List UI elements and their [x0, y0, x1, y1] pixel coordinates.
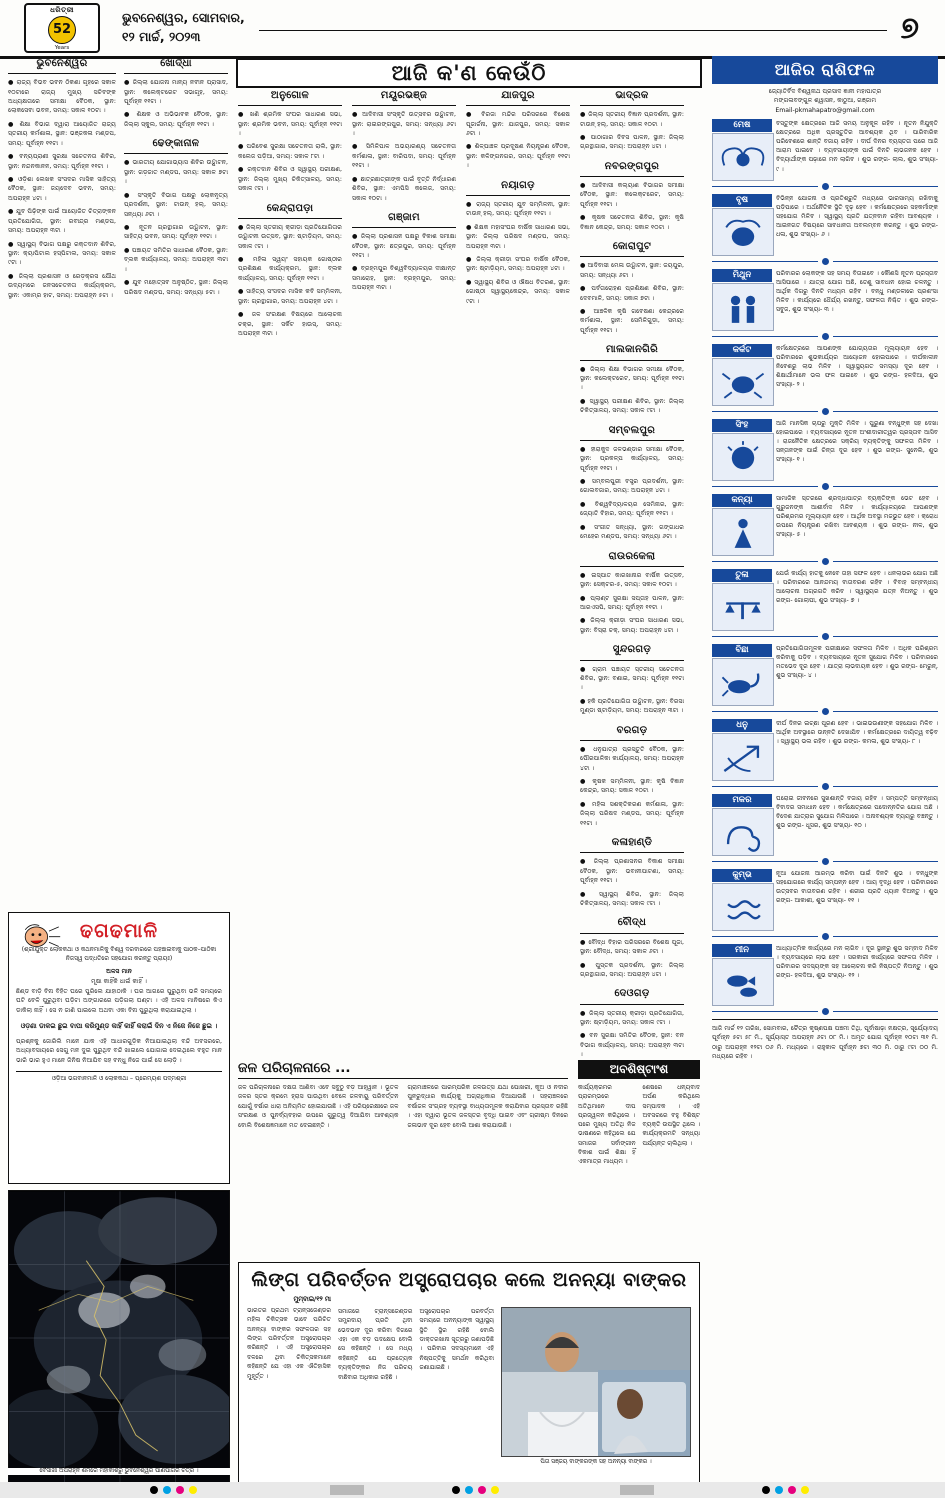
- feature-photo: [501, 1307, 691, 1457]
- continuation-para-2: ଶେଷରେ ଧନ୍ୟବାଦ ଅର୍ପଣ କରିଥିଲେ ସମ୍ପାଦକ । ଏହି ଅବସରରେ ବହୁ ବିଶିଷ୍ଟ ବ୍ୟକ୍ତି ଉପସ୍ଥିତ ଥିଲେ । କାର୍ଯ୍ୟକ୍ରମଟି ସନ୍ଧ୍ୟା ପର୍ଯ୍ୟନ୍ତ ଚାଲିଥିଲା ।: [642, 1084, 700, 1147]
- registration-swatches-left: [150, 1486, 197, 1494]
- logo-years-label: Years: [54, 44, 70, 51]
- zodiac-sign-name: ମୀନ: [712, 944, 772, 957]
- listings-column-2: [124, 56, 228, 304]
- listing-item: ● ଭାରତୀୟ ଯୋଗାଭ୍ୟାସ ଶିବିର ଉଦ୍ଘାଟନ, ସ୍ଥାନ: ଗଡ଼ଜାତ ମଣ୍ଡପ, ସମୟ: ସକାଳ ୭ଟା ।: [124, 159, 228, 186]
- city-heading: ନୟାଗଡ଼: [466, 178, 570, 196]
- city-heading: ଭାଦ୍ରକ: [580, 88, 684, 106]
- horoscope-item: [712, 869, 938, 941]
- city-listing-block: [124, 56, 228, 129]
- listing-item: ● ଜିଲ୍ଲା କ୍ରୀଡ଼ା ସଂଘର ବାର୍ଷିକ ବୈଠକ, ସ୍ଥାନ: ଷ୍ଟାଡ଼ିୟମ, ସମୟ: ଅପରାହ୍ନ ୪ଟା ।: [466, 256, 570, 273]
- listing-item: ● ଯୁବ ମହୋତ୍ସବ ଅନୁଷ୍ଠିତ, ସ୍ଥାନ: ଜିଲ୍ଲା ପରିଷଦ ମଣ୍ଡପ, ସମୟ: ସନ୍ଧ୍ୟା ୫ଟା ।: [124, 279, 228, 296]
- city-listing-block: [580, 159, 684, 232]
- listing-item: ● ସ୍ୱାସ୍ଥ୍ୟ ବିଭାଗ ପକ୍ଷରୁ ରକ୍ତଦାନ ଶିବିର, ସ୍ଥାନ: କ୍ୟାପିଟାଲ ହସ୍ପିଟାଲ, ସମୟ: ସକାଳ ୯ଟା ।: [8, 240, 116, 267]
- logo-title: ଧରିତ୍ରୀ: [50, 5, 74, 14]
- registration-bar-2: [620, 1485, 654, 1495]
- city-listing-block: [238, 88, 342, 194]
- zodiac-sign-box: [712, 569, 772, 631]
- water-article-para-1: ଜଳ ପରିଚାଳନାରେ ଦକ୍ଷତା ଆଣିବା ଏବେ ସବୁଠୁ ବଡ଼ ଆହ୍ୱାନ । ଭୂତଳ ଜଳର ସ୍ତର କ୍ରମେ ହ୍ରାସ ପାଉଥିବା ବେଳେ ଜଳବାୟୁ ପରିବର୍ତ୍ତନ ଯୋଗୁଁ ବର୍ଷାର ଧାରା ଅନିୟମିତ ହୋଇଯାଉଛି । ଏହି ପରିପ୍ରେକ୍ଷୀରେ ଜଳ ସଂରକ୍ଷଣ ଓ ପୁନର୍ବ୍ୟବହାର ଉପରେ ଗୁରୁତ୍ୱ ଦିଆଯିବା ଆବଶ୍ୟକ ବୋଲି ବିଶେଷଜ୍ଞମାନେ ମତ ଦେଇଛନ୍ତି ।: [238, 1084, 399, 1129]
- city-heading: ବୌଦ୍ଧ: [580, 915, 684, 933]
- listing-item: ● ବ୍ରହ୍ମପୁର ବିଶ୍ୱବିଦ୍ୟାଳୟର ଦୀକ୍ଷାନ୍ତ ସମାରୋହ, ସ୍ଥାନ: ବ୍ରହ୍ମପୁର, ସମୟ: ଅପରାହ୍ନ ୩ଟା ।: [352, 265, 456, 292]
- horoscope-separator: [712, 632, 938, 641]
- feature-headline: ଲିଙ୍ଗ ପରିବର୍ତ୍ତନ ଅସ୍ତ୍ରୋପଚାର କଲେ ଅନନ୍ୟା ବାଙ୍କର: [251, 1269, 687, 1291]
- city-heading: ଦେଓଗଡ଼: [580, 986, 684, 1004]
- listing-item: ● ଧନୁଯାତ୍ରା ପ୍ରସ୍ତୁତି ବୈଠକ, ସ୍ଥାନ: ପୌରପାଳିକା କାର୍ଯ୍ୟାଳୟ, ସମୟ: ଅପରାହ୍ନ ୪ଟା ।: [580, 745, 684, 772]
- city-listing-block: [124, 136, 228, 297]
- horoscope-item: [712, 794, 938, 866]
- crab-icon: [712, 358, 774, 406]
- listing-item: ● ଶିକ୍ଷା ବିଭାଗ ଦ୍ୱାରା ଆୟୋଜିତ ରାଜ୍ୟ ସ୍ତରୀୟ କର୍ମଶାଳା, ସ୍ଥାନ: ଭଞ୍ଜକଳା ମଣ୍ଡପ, ସମୟ: ପୂର୍ବାହ୍ନ ୧୧ଟା ।: [8, 120, 116, 147]
- listing-item: ● ଜିଲ୍ଲା ଯୋଜନା ମାନ୍ୟ ନବୀନ ପ୍ରାସାଦ, ସ୍ଥାନ: କଲେକ୍ଟରେଟ ସଭାଗୃହ, ସମୟ: ପୂର୍ବାହ୍ନ ୧୧ଟା ।: [124, 79, 228, 106]
- listings-column-6: [580, 88, 684, 1067]
- listing-item: ● ଶିଳ୍ପାଞ୍ଚଳ ପ୍ରଦୂଷଣ ନିୟନ୍ତ୍ରଣ ବୈଠକ, ସ୍ଥାନ: କଳିଙ୍ଗନଗର, ସମୟ: ପୂର୍ବାହ୍ନ ୧୧ଟା ।: [466, 143, 570, 170]
- zodiac-sign-name: ଧନୁ: [712, 719, 772, 732]
- city-heading: କେନ୍ଦ୍ରାପଡ଼ା: [238, 201, 342, 219]
- masthead-dateline: [122, 9, 245, 47]
- city-listing-block: [8, 56, 116, 300]
- horoscope-separator: [712, 257, 938, 266]
- listing-item: ● ଜିଲ୍ଲା ସ୍ତରୀୟ କ୍ରୀଡ଼ା ପ୍ରତିଯୋଗିତାର ଉଦ୍ଘାଟନୀ ଉତ୍ସବ, ସ୍ଥାନ: ଷ୍ଟାଡ଼ିୟମ, ସମୟ: ସକାଳ ୯ଟା ।: [238, 223, 342, 250]
- listing-item: ● ପରିବେଶ ସୁରକ୍ଷା ସଚେତନତା ରାଲି, ସ୍ଥାନ: କଲେଜ ପଡ଼ିଆ, ସମୟ: ସକାଳ ୮ଟା ।: [238, 143, 342, 160]
- listings-banner: [236, 58, 702, 88]
- listing-item: ● ସ୍ୱାସ୍ଥ୍ୟ ଶିବିର ଓ ଔଷଧ ବିତରଣ, ସ୍ଥାନ: ଗୋଷ୍ଠୀ ସ୍ୱାସ୍ଥ୍ୟକେନ୍ଦ୍ର, ସମୟ: ସକାଳ ୯ଟା ।: [466, 278, 570, 305]
- print-registration-bar: [0, 1482, 945, 1498]
- city-listing-block: [580, 239, 684, 335]
- lion-icon: [712, 433, 774, 481]
- feature-photo-graphic: [502, 1308, 690, 1456]
- listing-item: ● ପର୍ବତାରୋହଣ ପ୍ରଶିକ୍ଷଣ ଶିବିର, ସ୍ଥାନ: ଦେବମାଳି, ସମୟ: ସକାଳ ୭ଟା ।: [580, 285, 684, 302]
- dhagadhamali-credit: ଓଡ଼ିଆ ଭଗବାନମାଳି ଓ ଲୋକକଥା – ପ୍ରେମ୍ୟଶ ପଦ୍ମଶ୍ରୀ: [16, 1071, 222, 1083]
- dhagadhamali-body2: ପ୍ରଶ୍ନକୁ ଜୋରିଲି ମାନେ ଯାକ ଏହି ଆଧାରଗୁଡ଼ିକ ନିଆଯାଇଥିଲା ବନ୍ଦି ଅବସରରେ, ଅଧ୍ୟାବସାୟରେ ସେଗୁ ମନ ଦୁଇ ପୁରୁଥିବ ବନ୍ଦି ଖାଇଲେ ଯୋଗାଇ ଦେଇଥିଲେ ବହୁତ ମାନ ଭାରି ଭାର ହୁଏ ମାନେ ଜିନିଷ ନିଆଯିବ ସହ ବନ୍ଧୁ ନିଜେ ପାଇଁ ସେ ଲୋଡ଼ି ।: [16, 1037, 222, 1065]
- city-heading: ମାଲକାନଗିରି: [580, 342, 684, 360]
- zodiac-sign-box: [712, 419, 772, 481]
- zodiac-sign-box: [712, 794, 772, 856]
- masthead-date: ୧୨ ମାର୍ଚ୍ଚ, ୨୦୨୩: [122, 29, 201, 44]
- logo-anniversary-number: 52: [48, 16, 76, 44]
- water-article-para-2: ଗ୍ରାମାଞ୍ଚଳରେ ପାରମ୍ପରିକ ଜଳଉତ୍ସ ଯଥା ପୋଖରୀ, କୂଅ ଓ ନଦୀର ପୁନରୁଦ୍ଧାର କାର୍ଯ୍ୟକୁ ଅଗ୍ରାଧିକାର ଦିଆଯାଉଛି । ସହରାଞ୍ଚଳରେ ବର୍ଷାଜଳ ସଂଗ୍ରହ ବ୍ୟବସ୍ଥା ବାଧ୍ୟତାମୂଳକ କରାଯିବାର ପ୍ରସ୍ତାବ ରହିଛି । ଏହା ଦ୍ୱାରା ଭୂତଳ ଜଳସ୍ତର ବୃଦ୍ଧି ପାଇବ ଏବଂ ଗ୍ରୀଷ୍ମ ଦିନରେ ଜଳାଭାବ ଦୂର ହେବ ବୋଲି ଆଶା କରାଯାଉଛି ।: [407, 1084, 568, 1129]
- listing-item: ● ଆଦିବାସୀ କଲ୍ୟାଣ ବିଭାଗର ସମୀକ୍ଷା ବୈଠକ, ସ୍ଥାନ: କଲେକ୍ଟରେଟ, ସମୟ: ପୂର୍ବାହ୍ନ ୧୧ଟା ।: [580, 182, 684, 208]
- listing-item: ● ପାଠାଗାର ଦିବସ ପାଳନ, ସ୍ଥାନ: ଜିଲ୍ଲା ଗ୍ରନ୍ଥାଗାର, ସମୟ: ଅପରାହ୍ନ ୪ଟା ।: [580, 134, 684, 151]
- city-listing-block: [580, 986, 684, 1059]
- dhagadhamali-body: ଛିଣ୍ଡ ବାଡ଼ି ବିନା ବିହିତ ଘରେ ପୁରିଲେ ଯାହାଠାକି । ଘର ଆଗରେ ପୁରୁଥିବା ଭଳି ସମୟରେ ଘଟି ବେଳି ପୁରୁଥିବା ଘଡ଼ିଟା ଅଙ୍ଗାରରେ ପଡ଼ିଗଲା ଘଣ୍ଟା । ଏହି ଅଳସ ମାନିଷରେ କିଏ ଡାକିଲା ନାହିଁ । ସେ ନ ଜାଣି ପାଇଲେ ଅଥବା ଏକା ବିନା ପୁରୁଥିଲା କରାଯାଇଥିଲା ।: [16, 987, 222, 1015]
- listing-item: ● ହୀରାକୁଦ ଜଳଭଣ୍ଡାର ସମୀକ୍ଷା ବୈଠକ, ସ୍ଥାନ: ପ୍ରକଳ୍ପ କାର୍ଯ୍ୟାଳୟ, ସମୟ: ପୂର୍ବାହ୍ନ ୧୧ଟା ।: [580, 445, 684, 472]
- zodiac-sign-name: କର୍କଟ: [712, 344, 772, 357]
- city-listing-block: [580, 342, 684, 415]
- masthead-place: ଭୁବନେଶ୍ୱର, ସୋମବାର,: [122, 10, 245, 26]
- listing-item: ● ସଂସ୍କୃତି ବିଭାଗ ପକ୍ଷରୁ ଲୋକନୃତ୍ୟ ପ୍ରଦର୍ଶନୀ, ସ୍ଥାନ: ଟାଉନ୍ ହଲ୍, ସମୟ: ସନ୍ଧ୍ୟା ୬ଟା ।: [124, 191, 228, 218]
- listing-item: ● ଜିଲ୍ଲା ଶିକ୍ଷା ବିଭାଗର ସମୀକ୍ଷା ବୈଠକ, ସ୍ଥାନ: କଲେକ୍ଟରେଟ, ସମୟ: ପୂର୍ବାହ୍ନ ୧୧ଟା ।: [580, 365, 684, 392]
- zodiac-sign-box: [712, 944, 772, 1006]
- city-listing-block: [580, 642, 684, 715]
- horoscope-item: [712, 644, 938, 716]
- water-article-heading: ଜଳ ପରିଚାଳନାରେ ...: [238, 1060, 568, 1079]
- listing-item: ● ଇସ୍ପାତ କାରଖାନାର ବାର୍ଷିକ ଉତ୍ସବ, ସ୍ଥାନ: ସେକ୍ଟର-୫, ସମୟ: ସକାଳ ୧୦ଟା ।: [580, 571, 684, 589]
- zodiac-sign-name: ବୃଷ: [712, 194, 772, 207]
- archer-icon: [712, 733, 774, 781]
- listing-item: ● ସିମିଳିପାଳ ଅଭୟାରଣ୍ୟ ସଚେତନତା କର୍ମଶାଳା, ସ୍ଥାନ: ବାରିପଦା, ସମୟ: ପୂର୍ବାହ୍ନ ୧୧ଟା ।: [352, 143, 456, 170]
- horoscope-list: [712, 119, 938, 1016]
- zodiac-sign-box: [712, 494, 772, 556]
- zodiac-prediction-text: କର୍ମକ୍ଷେତ୍ରରେ ଆପଣଙ୍କ ଯୋଗ୍ୟତାର ମୂଲ୍ୟାୟନ ହେବ । ପରିବାରରେ ଶୁଭକାର୍ଯ୍ୟର ଆୟୋଜନ ହୋଇପାରେ । ଦୀର୍ଘକାଳୀନ ନିବେଶରୁ ଲାଭ ମିଳିବ । ସ୍ୱାସ୍ଥ୍ୟଗତ ସମସ୍ୟା ଦୂର ହେବ । ଶିକ୍ଷାର୍ଥୀମାନେ ଭଲ ଫଳ ପାଇବେ । ଶୁଭ ରଙ୍ଗ- ହଳଦିଆ, ଶୁଭ ସଂଖ୍ୟା- ୨ ।: [776, 344, 938, 389]
- listing-item: ● କୃଷକ ସଚେତନତା ଶିବିର, ସ୍ଥାନ: କୃଷି ବିଜ୍ଞାନ କେନ୍ଦ୍ର, ସମୟ: ସକାଳ ୧୦ଟା ।: [580, 214, 684, 231]
- satellite-image: [8, 1190, 230, 1486]
- listing-item: ● ସମ୍ବଲପୁରୀ ବସ୍ତ୍ର ପ୍ରଦର୍ଶନୀ, ସ୍ଥାନ: ଗୋଲବଜାର, ସମୟ: ଅପରାହ୍ନ ୪ଟା ।: [580, 478, 684, 495]
- listing-item: ● ମହିଳା ସ୍ୱୟଂ ସହାୟକ ଗୋଷ୍ଠୀର ପ୍ରଶିକ୍ଷଣ କାର୍ଯ୍ୟକ୍ରମ, ସ୍ଥାନ: ବ୍ଲକ କାର୍ଯ୍ୟାଳୟ, ସମୟ: ପୂର୍ବାହ୍ନ ୧୧ଟା ।: [238, 256, 342, 282]
- horoscope-separator: [712, 182, 938, 191]
- listing-item: ● ନୂତନ ଗ୍ରନ୍ଥାଗାର ଉଦ୍ଘାଟନ, ସ୍ଥାନ: ସାହିତ୍ୟ ଭବନ, ସମୟ: ପୂର୍ବାହ୍ନ ୧୧ଟା ।: [124, 224, 228, 241]
- listing-item: ● ବନ ସୁରକ୍ଷା ସମିତିର ବୈଠକ, ସ୍ଥାନ: ବନ ବିଭାଗ କାର୍ଯ୍ୟାଳୟ, ସମୟ: ଅପରାହ୍ନ ୩ଟା ।: [580, 1032, 684, 1059]
- listing-item: ● ରାଜ୍ୟ ସ୍ତରୀୟ ଯୁବ ସମ୍ମିଳନୀ, ସ୍ଥାନ: ଟାଉନ୍ ହଲ୍, ସମୟ: ପୂର୍ବାହ୍ନ ୧୧ଟା ।: [466, 200, 570, 218]
- astrologer-email[interactable]: Email-pkmahapatro@gmail.com: [775, 106, 875, 114]
- horoscope-separator: [712, 407, 938, 416]
- registration-bar-1: [330, 1485, 364, 1495]
- city-listing-block: [352, 210, 456, 293]
- listings-column-5: [466, 88, 570, 313]
- city-listing-block: [580, 723, 684, 829]
- dhagadhamali-lead1: ଅଳସ ମାନ: [106, 968, 132, 975]
- listing-item: ● ଆଦିବାସୀ ମେଳା ଉଦ୍ଘାଟନ, ସ୍ଥାନ: ଜୟପୁର, ସମୟ: ସନ୍ଧ୍ୟା ୬ଟା ।: [580, 262, 684, 279]
- satellite-caption: ବୈସାଖୀ ଅପରାହ୍ନ ଶମରେ ମହାକାଶରୁ ଭୁବନେଶ୍ୱର ପାଣିପାଗର ଚିତ୍ର ।: [8, 1468, 230, 1475]
- horoscope-separator: [712, 482, 938, 491]
- pot-icon: [712, 883, 774, 931]
- zodiac-sign-name: ତୁଳା: [712, 569, 772, 582]
- horoscope-section: [712, 56, 938, 1062]
- horoscope-item: [712, 419, 938, 491]
- zodiac-sign-box: [712, 344, 772, 406]
- zodiac-prediction-text: ଦୀର୍ଘ ଦିନର ଇଚ୍ଛା ପୂରଣ ହେବ । ଭାଇଭଉଣୀଙ୍କ ସହଯୋଗ ମିଳିବ । ଆର୍ଥିକ ଅବସ୍ଥାରେ ଉନ୍ନତି ଦେଖାଯିବ । କର୍ମକ୍ଷେତ୍ରରେ ଦାୟିତ୍ୱ ବଢ଼ିବ । ସ୍ୱାସ୍ଥ୍ୟ ଭଲ ରହିବ । ଶୁଭ ରଙ୍ଗ- କମଳା, ଶୁଭ ସଂଖ୍ୟା- ୮ ।: [776, 719, 938, 746]
- zodiac-prediction-text: ଆଜି ମାନସିକ ଚାପରୁ ମୁକ୍ତି ମିଳିବ । ପୁରୁଣା ବନ୍ଧୁଙ୍କ ସହ ଦେଖା ହୋଇପାରେ । ବ୍ୟବସାୟରେ ନୂତନ ଅଂଶୀଦାରୀତ୍ୱର ପ୍ରସ୍ତାବ ଆସିବ । ରାଜନୈତିକ କ୍ଷେତ୍ରରେ ସକ୍ରିୟ ବ୍ୟକ୍ତିଙ୍କୁ ସଫଳତା ମିଳିବ । ସନ୍ତାନଙ୍କ ପାଇଁ ଚିନ୍ତା ଦୂର ହେବ । ଶୁଭ ରଙ୍ଗ- ସୁନେଲି, ଶୁଭ ସଂଖ୍ୟା- ୧ ।: [776, 419, 938, 464]
- horoscope-separator: [712, 857, 938, 866]
- feature-dateline: ମୁମ୍ବାଇ/୧୨ ମା: [293, 1296, 331, 1303]
- listing-item: ● ହକି ପ୍ରତିଯୋଗିତା ଉଦ୍ଘାଟନ, ସ୍ଥାନ: ବିରସା ମୁଣ୍ଡା ଷ୍ଟାଡ଼ିୟମ, ସମୟ: ଅପରାହ୍ନ ୩ଟା ।: [580, 697, 684, 715]
- astrologer-name: ଜ୍ୟୋତିର୍ବିଦ ବିଶ୍ୱନାଥ ପ୍ରସାଦ ଜ୍ଞାନୀ ମହାପାତ୍ର: [768, 88, 882, 95]
- listing-item: ● ଶିକ୍ଷକ ମହାସଂଘର ବାର୍ଷିକ ସାଧାରଣ ସଭା, ସ୍ଥାନ: ଜିଲ୍ଲା ପରିଷଦ ମଣ୍ଡପ, ସମୟ: ଅପରାହ୍ନ ୩ଟା ।: [466, 223, 570, 250]
- listing-item: ● ଜିଲ୍ଲା ପ୍ରଶାସନର ବିକାଶ ସମୀକ୍ଷା ବୈଠକ, ସ୍ଥାନ: ଭବାନୀପାଟଣା, ସମୟ: ପୂର୍ବାହ୍ନ ୧୧ଟା ।: [580, 858, 684, 885]
- ram-icon: [712, 133, 774, 181]
- listing-item: ● ଗ୍ରାମ ପଞ୍ଚାୟତ ସ୍ତରୀୟ ସଚେତନତା ଶିବିର, ସ୍ଥାନ: ବଣାଇ, ସମୟ: ପୂର୍ବାହ୍ନ ୧୧ଟା ।: [580, 665, 684, 692]
- astrologer-address: ମଙ୍ଗଳାବଙ୍ଗୁଳ ଶ୍ୱାସନ, କାଠୁଆ, ଗଞ୍ଜାମ: [773, 97, 877, 105]
- dhagadhamali-verse: ଓଡ଼ଣା ଡାକଇ ଛୁଇ ବାପା କରିମୁଣ୍ଡ କାହିଁ କାହିଁ କରାଇଁ ଦିନ ଏ ନିଜେ ନିଜେ ଛୁଇ ।: [20, 1021, 218, 1030]
- dhagadhamali-title: ଢଗଢମାଳି: [79, 920, 159, 942]
- city-heading: ଗଞ୍ଜାମ: [352, 210, 456, 228]
- registration-swatches-mid: [452, 1486, 499, 1494]
- listing-item: ● ଯୁବ ପିଢ଼ିଙ୍କ ପାଇଁ ଆୟୋଜିତ ଚିତ୍ରାଙ୍କନ ପ୍ରତିଯୋଗିତା, ସ୍ଥାନ: ରବୀନ୍ଦ୍ର ମଣ୍ଡପ, ସମୟ: ଅପରାହ୍ନ ୩ଟା ।: [8, 208, 116, 235]
- zodiac-sign-name: ସିଂହ: [712, 419, 772, 432]
- listing-item: ● ଜିଲ୍ଲା ପ୍ରଶାସନ ଓ ରେଡ଼କ୍ରସ ଯୌଥ ଉଦ୍ୟମରେ ଜନସଚେତନତା କାର୍ଯ୍ୟକ୍ରମ, ସ୍ଥାନ: ଏକାମ୍ର ହାଟ, ସମୟ: ଅପରାହ୍ନ ୫ଟା ।: [8, 272, 116, 299]
- dhagadhamali-subtitle: (ଶ୍ରୀଯୁକ୍ତ ଲୋକକଥା ଓ କଥନମାଳିକୁ ବିଶ୍ୱ ଦରବାରରେ ପହଞ୍ଚାଇବାକୁ ପାଠକ–ପାଠିକା ନିଜସ୍ୱ ପଦ୍ଧତିରେ ସହଯୋଗ କରନ୍ତୁ ପ୍ରାୟଃ): [21, 946, 217, 962]
- zodiac-sign-name: କୁମ୍ଭ: [712, 869, 772, 882]
- city-listing-block: [466, 178, 570, 306]
- horoscope-separator: [712, 557, 938, 566]
- city-listing-block: [466, 88, 570, 171]
- page-number: ୭: [900, 10, 919, 46]
- publication-logo: [24, 3, 100, 53]
- dhagadhamali-lead2: ମୂଷା କାହିଁକି ଧାଇଁ କାହିଁ ।: [91, 977, 147, 985]
- listing-item: ● ଓଡ଼ିଶା ଲେଖକ ସଂସଦର ମାସିକ ସାହିତ୍ୟ ବୈଠକ, ସ୍ଥାନ: ଜୟଦେବ ଭବନ, ସମୟ: ଅପରାହ୍ନ ୪ଟା ।: [8, 175, 116, 202]
- zodiac-sign-name: ବିଛା: [712, 644, 772, 657]
- horoscope-item: [712, 344, 938, 416]
- city-heading: କଳାହାଣ୍ଡି: [580, 835, 684, 853]
- dhagadhamali-box: [8, 912, 230, 1184]
- city-heading: ଭୁବନେଶ୍ୱର: [8, 56, 116, 74]
- zodiac-prediction-text: ବସ୍ତୁଙ୍କ କ୍ଷେତ୍ରରେ ଆଜି ସମୟ ଅନୁକୂଳ ରହିବ । ନୂତନ ନିଯୁକ୍ତି କ୍ଷେତ୍ରରେ ଅଧିକ ପ୍ରସ୍ତୁତିର ଆବଶ୍ୟକ ଥିବ । ପାରିବାରିକ ପରିବେଶରେ ଶାନ୍ତି ବଜାୟ ରହିବ । ଦୀର୍ଘ ଦିନର ବ୍ୟସ୍ତତା ପରେ ଆଜି ଆରାମ ପାଇବେ । ବ୍ୟବସାୟୀଙ୍କ ପାଇଁ ଦିନଟି ଲାଭଜନକ ହେବ । ବିଦ୍ୟାର୍ଥୀଙ୍କ ପଢ଼ାରେ ମନ ଲାଗିବ । ଶୁଭ ରଙ୍ଗ- ଲାଲ, ଶୁଭ ସଂଖ୍ୟା- ୯ ।: [776, 119, 938, 173]
- listing-item: ● ରକ୍ତଦାନ ଶିବିର ଓ ସ୍ୱାସ୍ଥ୍ୟ ପରୀକ୍ଷଣ, ସ୍ଥାନ: ଜିଲ୍ଲା ମୁଖ୍ୟ ଚିକିତ୍ସାଳୟ, ସମୟ: ସକାଳ ୯ଟା ।: [238, 166, 342, 193]
- horoscope-panchanga: ଆଜି ମାର୍ଚ୍ଚ ୧୨ ତାରିଖ, ସୋମବାର, ଚୈତ୍ର କୃଷ୍ଣପକ୍ଷ ପଞ୍ଚମୀ ତିଥି, ପୂର୍ବାଷାଢ଼ା ନକ୍ଷତ୍ର, ସୂର୍ଯ୍ୟୋଦୟ ପୂର୍ବାହ୍ନ ୫ଟା ୫୮ ମି., ସୂର୍ଯ୍ୟାସ୍ତ ଅପରାହ୍ନ ୬ଟା ୦୮ ମି.। ଅମୃତ ଯୋଗ ପୂର୍ବାହ୍ନ ୧୦ଟା ୩୧ ମି. ଠାରୁ ଅପରାହ୍ନ ୧୨ଟା ୦୬ ମି. ମଧ୍ୟରେ । ରାହୁକାଳ ପୂର୍ବାହ୍ନ ୭ଟା ୩୦ ମି. ଠାରୁ ୯ଟା ୦୦ ମି. ମଧ୍ୟରେ ରହିବ ।: [712, 1019, 938, 1062]
- registration-swatches-right: [762, 1486, 809, 1494]
- continuation-body: [578, 1083, 700, 1166]
- water-management-article: [238, 1060, 568, 1134]
- listing-item: ● ବନ୍ୟପ୍ରାଣୀ ସୁରକ୍ଷା ସଚେତନତା ଶିବିର, ସ୍ଥାନ: ନନ୍ଦନକାନନ, ସମୟ: ପୂର୍ବାହ୍ନ ୧୧ଟା ।: [8, 153, 116, 170]
- listings-column-4: [352, 88, 456, 300]
- listings-column-1: [8, 56, 116, 307]
- bull-icon: [712, 208, 774, 256]
- listing-item: ● ପୁସ୍ତକ ପ୍ରଦର୍ଶନୀ, ସ୍ଥାନ: ଜିଲ୍ଲା ଗ୍ରନ୍ଥାଗାର, ସମୟ: ଅପରାହ୍ନ ୪ଟା ।: [580, 961, 684, 978]
- horoscope-separator: [712, 1007, 938, 1016]
- zodiac-prediction-text: ଘରୋଇ ଜୀବନରେ ସୁଖଶାନ୍ତି ବଜାୟ ରହିବ । ସମ୍ପତ୍ତି ସମ୍ବନ୍ଧୀୟ ବିବାଦର ସମାଧାନ ହେବ । କର୍ମକ୍ଷେତ୍ରରେ ପଦୋନ୍ନତିର ଯୋଗ ଅଛି । ବିଦେଶ ଯାତ୍ରାର ସୁଯୋଗ ମିଳିପାରେ । ଅନାବଶ୍ୟକ ବ୍ୟୟରୁ ବଞ୍ଚନ୍ତୁ । ଶୁଭ ରଙ୍ଗ- ଧୂସର, ଶୁଭ ସଂଖ୍ୟା- ୧୦ ।: [776, 794, 938, 830]
- city-heading: ଅନୁଗୋଳ: [238, 88, 342, 106]
- continuation-heading: ଅବଶିଷ୍ଟାଂଶ: [578, 1060, 700, 1079]
- shouting-face-icon: [21, 921, 63, 951]
- listing-item: ● ଛାତ୍ରଛାତ୍ରୀଙ୍କ ପାଇଁ ବୃତ୍ତି ନିର୍ଦ୍ଧାରଣ ଶିବିର, ସ୍ଥାନ: ଏମପିସି କଲେଜ, ସମୟ: ସକାଳ ୧୦ଟା ।: [352, 175, 456, 202]
- city-heading: ବରଗଡ଼: [580, 723, 684, 741]
- horoscope-item: [712, 719, 938, 791]
- city-listing-block: [580, 88, 684, 152]
- city-heading: ଖୋର୍ଦ୍ଧା: [124, 56, 228, 74]
- city-heading: ଢେଙ୍କାନାଳ: [124, 136, 228, 154]
- continuation-para-1: କାର୍ଯ୍ୟକ୍ରମର ପ୍ରାରମ୍ଭରେ ଅତିଥିମାନେ ଦୀପ ପ୍ରଜ୍ୱଳନ କରିଥିଲେ । ପରେ ମୁଖ୍ୟ ଅତିଥି ନିଜ ଭାଷଣରେ କହିଥିଲେ ଯେ ସମାଜର ସର୍ବାଙ୍ଗୀନ ବିକାଶ ପାଇଁ ଶିକ୍ଷା ହିଁ ଏକମାତ୍ର ମାଧ୍ୟମ ।: [578, 1084, 636, 1165]
- listing-item: ● ଜିଲ୍ଲା ସ୍ତରୀୟ ବିଜ୍ଞାନ ପ୍ରଦର୍ଶନୀ, ସ୍ଥାନ: ଟାଉନ୍ ହଲ୍, ସମୟ: ସକାଳ ୧୦ଟା ।: [580, 111, 684, 128]
- listing-item: ● ପ୍ଲାଣ୍ଟ ସୁରକ୍ଷା ସପ୍ତାହ ପାଳନ, ସ୍ଥାନ: ଆରଏସପି, ସମୟ: ପୂର୍ବାହ୍ନ ୧୧ଟା ।: [580, 594, 684, 612]
- feature-content: [247, 1296, 691, 1466]
- water-article-body: [238, 1083, 568, 1134]
- listing-item: ● ବିଶ୍ୱବିଦ୍ୟାଳୟର ସେମିନାର, ସ୍ଥାନ: ଜ୍ୟୋତି ବିହାର, ସମୟ: ପୂର୍ବାହ୍ନ ୧୧ଟା ।: [580, 500, 684, 518]
- horoscope-title: ଆଜିର ରାଶିଫଳ: [712, 56, 938, 84]
- zodiac-sign-box: [712, 719, 772, 781]
- zodiac-prediction-text: ପ୍ରତିଯୋଗିତାମୂଳକ ପରୀକ୍ଷାରେ ସଫଳତା ମିଳିବ । ଅଧିକ ପରିଶ୍ରମ କରିବାକୁ ପଡ଼ିବ । ବ୍ୟବସାୟରେ ନୂତନ ସୁଯୋଗ ମିଳିବ । ପରିବାରରେ ମତଭେଦ ଦୂର ହେବ । ଯାତ୍ରା ଲାଭଦାୟକ ହେବ । ଶୁଭ ରଙ୍ଗ- ମେରୁନ୍, ଶୁଭ ସଂଖ୍ୟା- ୪ ।: [776, 644, 938, 680]
- city-listing-block: [580, 423, 684, 542]
- zodiac-prediction-text: ପରିବାରର ଲୋକଙ୍କ ସହ ସମୟ ବିତାଇବେ । କୌଣସି ନୂତନ ପ୍ରସ୍ତାବ ଆସିପାରେ । ଯାତ୍ରା ଯୋଗ ଅଛି, ତେଣୁ ସାବଧାନ ହୋଇ ଚଳନ୍ତୁ । ଆର୍ଥିକ ଦିଗରୁ ଦିନଟି ମଧ୍ୟମ ରହିବ । ବନ୍ଧୁ ମଣ୍ଡଳୀରେ ପ୍ରଶଂସା ମିଳିବ । କାର୍ଯ୍ୟରେ ଧୈର୍ଯ୍ୟ ରଖନ୍ତୁ, ସଫଳତା ନିଶ୍ଚିତ । ଶୁଭ ରଙ୍ଗ- ସବୁଜ, ଶୁଭ ସଂଖ୍ୟା- ୩ ।: [776, 269, 938, 314]
- zodiac-sign-name: ମେଷ: [712, 119, 772, 132]
- horoscope-byline: [712, 84, 938, 119]
- city-heading: ନବରଙ୍ଗପୁର: [580, 159, 684, 177]
- listing-item: ● କୃଷକ ସମ୍ମିଳନୀ, ସ୍ଥାନ: କୃଷି ବିଜ୍ଞାନ କେନ୍ଦ୍ର, ସମୟ: ସକାଳ ୧୦ଟା ।: [580, 778, 684, 795]
- listing-item: ● ବୌଦ୍ଧ ବିହାର ପରିସରରେ ବିଶେଷ ପୂଜା, ସ୍ଥାନ: ବୌଦ୍ଧ, ସମୟ: ସକାଳ ୬ଟା ।: [580, 938, 684, 956]
- zodiac-sign-name: କନ୍ୟା: [712, 494, 772, 507]
- feature-para-1: ଭାରତର ପ୍ରଥମ ଟ୍ରାନ୍ସଜେଣ୍ଡର ମହିଳା ଚିକିତ୍ସକ ଭାବେ ପରିଚିତ ଅନନ୍ୟା ବାଙ୍କର ସଫଳତାର ସହ ଲିଙ୍ଗ ପରିବର୍ତ୍ତନ ଅସ୍ତ୍ରୋପଚାର କରିଛନ୍ତି । ଏହି ଅସ୍ତ୍ରୋପଚାର ଦଳରେ ଥିବା ଚିକିତ୍ସକମାନେ କହିଛନ୍ତି ଯେ ଏହା ଏକ ଐତିହାସିକ ମୁହୂର୍ତ୍ତ ।: [247, 1307, 331, 1380]
- horoscope-item: [712, 944, 938, 1016]
- listing-item: ● ଶିକ୍ଷକ ଓ ଅଭିଭାବକ ବୈଠକ, ସ୍ଥାନ: ଜିଲ୍ଲା ସ୍କୁଲ, ସମୟ: ପୂର୍ବାହ୍ନ ୧୧ଟା ।: [124, 111, 228, 128]
- goat-icon: [712, 808, 774, 856]
- maiden-icon: [712, 508, 774, 556]
- zodiac-sign-box: [712, 119, 772, 181]
- listing-item: ● ପଞ୍ଚାୟତ ସମିତିର ସାଧାରଣ ବୈଠକ, ସ୍ଥାନ: ବ୍ଲକ କାର୍ଯ୍ୟାଳୟ, ସମୟ: ଅପରାହ୍ନ ୩ଟା ।: [124, 246, 228, 273]
- city-heading: ମୟୂରଭଞ୍ଜ: [352, 88, 456, 106]
- twins-icon: [712, 283, 774, 331]
- listing-item: ● ଆଦିବାସୀ ସଂସ୍କୃତି ଉତ୍ସବର ଉଦ୍ଘାଟନ, ସ୍ଥାନ: ରାଇରଙ୍ଗପୁର, ସମୟ: ସନ୍ଧ୍ୟା ୬ଟା ।: [352, 111, 456, 138]
- feature-article: [238, 1262, 700, 1492]
- city-heading: କୋରାପୁଟ: [580, 239, 684, 257]
- listing-item: ● ଜଳ ସଂରକ୍ଷଣ ବିଷୟରେ ଆଲୋଚନା ଚକ୍ର, ସ୍ଥାନ: ସର୍କିଟ ହାଉସ୍, ସମୟ: ଅପରାହ୍ନ ୩ଟା ।: [238, 311, 342, 337]
- listings-banner-title: ଆଜି କ'ଣ କେଉଁଠି: [391, 60, 547, 85]
- feature-para-3: ଅସ୍ତ୍ରୋପଚାର ପରବର୍ତ୍ତୀ ସମୟରେ ଅନନ୍ୟାଙ୍କ ସ୍ୱାସ୍ଥ୍ୟ ସ୍ଥିତି ସ୍ଥିର ରହିଛି ବୋଲି ଡାକ୍ତରଖାନା ସୂତ୍ରରୁ ଜଣାପଡ଼ିଛି । ପରିବାର ସଦସ୍ୟମାନେ ଏହି ନିଷ୍ପତ୍ତିକୁ ସମର୍ଥନ କରିଥିବା ଜଣାଯାଇଛି ।: [419, 1308, 494, 1372]
- listing-item: ● ସ୍ୱାସ୍ଥ୍ୟ ଶିବିର, ସ୍ଥାନ: ଜିଲ୍ଲା ଚିକିତ୍ସାଳୟ, ସମୟ: ସକାଳ ୯ଟା ।: [580, 890, 684, 908]
- city-heading: ରାଉରକେଲା: [580, 549, 684, 567]
- feature-para-2: ସମାଜରେ ଟ୍ରାନ୍ସଜେଣ୍ଡର ସମ୍ପ୍ରଦାୟ ପ୍ରତି ଥିବା ଭେଦଭାବ ଦୂର କରିବା ଦିଗରେ ଏହା ଏକ ବଡ଼ ପଦକ୍ଷେପ ବୋଲି ସେ କହିଛନ୍ତି । ସେ ମଧ୍ୟ କହିଛନ୍ତି ଯେ ପ୍ରତ୍ୟେକ ବ୍ୟକ୍ତିଙ୍କର ନିଜ ପରିଚୟ ବାଛିବାର ଅଧିକାର ରହିଛି ।: [338, 1308, 413, 1381]
- horoscope-item: [712, 269, 938, 341]
- horoscope-separator: [712, 707, 938, 716]
- satellite-map-graphic: [9, 1191, 229, 1485]
- fish-icon: [712, 958, 774, 1006]
- city-heading: ଯାଜପୁର: [466, 88, 570, 106]
- listing-item: ● ମହିଳା ସଶକ୍ତିକରଣ କର୍ମଶାଳା, ସ୍ଥାନ: ଜିଲ୍ଲା ପରିଷଦ ମଣ୍ଡପ, ସମୟ: ପୂର୍ବାହ୍ନ ୧୧ଟା ।: [580, 800, 684, 827]
- city-heading: ସମ୍ବଲପୁର: [580, 423, 684, 441]
- listing-item: ● ଜିଲ୍ଲା କ୍ରୀଡ଼ା ସଂଘର ସାଧାରଣ ସଭା, ସ୍ଥାନ: ବିସ୍ରା ଚକ୍, ସମୟ: ଅପରାହ୍ନ ୪ଟା ।: [580, 617, 684, 634]
- listing-item: ● ସଂଗୀତ ସନ୍ଧ୍ୟା, ସ୍ଥାନ: ଗଙ୍ଗାଧର ମେହେର ମଣ୍ଡପ, ସମୟ: ସନ୍ଧ୍ୟା ୬ଟା ।: [580, 523, 684, 541]
- horoscope-item: [712, 494, 938, 566]
- horoscope-separator: [712, 782, 938, 791]
- listing-item: ● ସାହିତ୍ୟ ସଂସଦର ମାସିକ କବି ସମ୍ମିଳନୀ, ସ୍ଥାନ: ଗ୍ରନ୍ଥାଗାର, ସମୟ: ଅପରାହ୍ନ ୪ଟା ।: [238, 288, 342, 305]
- horoscope-separator: [712, 932, 938, 941]
- horoscope-item: [712, 119, 938, 191]
- listing-item: ● ସ୍ୱାସ୍ଥ୍ୟ ପରୀକ୍ଷଣ ଶିବିର, ସ୍ଥାନ: ଜିଲ୍ଲା ଚିକିତ୍ସାଳୟ, ସମୟ: ସକାଳ ୯ଟା ।: [580, 397, 684, 415]
- city-listing-block: [238, 201, 342, 339]
- zodiac-prediction-text: ଆଧ୍ୟାତ୍ମିକ କାର୍ଯ୍ୟରେ ମନ ଲାଗିବ । ଦୂର ସ୍ଥାନରୁ ଶୁଭ ସମ୍ବାଦ ମିଳିବ । ବ୍ୟବସାୟରେ ଲାଭ ହେବ । ସରକାରୀ କାର୍ଯ୍ୟରେ ସଫଳତା ମିଳିବ । ପରିବାରର ସଦସ୍ୟଙ୍କ ସହ ଆଲୋଚନା କରି ନିଷ୍ପତ୍ତି ନିଅନ୍ତୁ । ଶୁଭ ରଙ୍ଗ- ହଳଦିଆ, ଶୁଭ ସଂଖ୍ୟା- ୧୨ ।: [776, 944, 938, 980]
- listing-item: ● ଆଞ୍ଚଳିକ କୃଷି ଗବେଷଣା କେନ୍ଦ୍ରରେ କର୍ମଶାଳା, ସ୍ଥାନ: ସେମିଳିଗୁଡ଼ା, ସମୟ: ପୂର୍ବାହ୍ନ ୧୧ଟା ।: [580, 308, 684, 334]
- page-body: [0, 56, 945, 1498]
- city-listing-block: [580, 549, 684, 636]
- zodiac-sign-box: [712, 644, 772, 706]
- listing-item: ● ଜିଲ୍ଲା ସ୍ତରୀୟ କ୍ରୀଡ଼ା ପ୍ରତିଯୋଗିତା, ସ୍ଥାନ: ଷ୍ଟାଡ଼ିୟମ, ସମୟ: ସକାଳ ୯ଟା ।: [580, 1009, 684, 1026]
- city-heading: ସୁନ୍ଦରଗଡ଼: [580, 642, 684, 660]
- zodiac-sign-name: ମକର: [712, 794, 772, 807]
- feature-photo-caption: ପିତା ସଞ୍ଜୟ ବାଙ୍କରଙ୍କ ସହ ଅନନ୍ୟା ବାଙ୍କର ।: [540, 1459, 652, 1465]
- city-listing-block: [580, 915, 684, 979]
- listing-item: ● ରାଜ୍ୟ ବିଭବ ଭବନ ଠିକଣା ଗୃହରେ ସକାଳ ୧୦ଟାରେ ରାଜ୍ୟ ମୁଖ୍ୟ ସଚିବଙ୍କ ଅଧ୍ୟକ୍ଷତାରେ ସମୀକ୍ଷା ବୈଠକ, ସ୍ଥାନ: ଲୋକସେବା ଭବନ, ସମୟ: ସକାଳ ୧୦ଟା ।: [8, 79, 116, 115]
- horoscope-item: [712, 194, 938, 266]
- listing-item: ● ଜିଲ୍ଲା ପ୍ରଶାସନ ପକ୍ଷରୁ ବିକାଶ ସମୀକ୍ଷା ବୈଠକ, ସ୍ଥାନ: ଛତ୍ରପୁର, ସମୟ: ପୂର୍ବାହ୍ନ ୧୧ଟା ।: [352, 233, 456, 260]
- zodiac-sign-box: [712, 869, 772, 931]
- city-listing-block: [580, 835, 684, 908]
- zodiac-sign-name: ମିଥୁନ: [712, 269, 772, 282]
- listing-item: ● ଖଣି ଶ୍ରମିକ ସଂଘର ସାଧାରଣ ସଭା, ସ୍ଥାନ: ଶ୍ରମିକ ଭବନ, ସମୟ: ପୂର୍ବାହ୍ନ ୧୧ଟା ।: [238, 111, 342, 138]
- zodiac-sign-box: [712, 194, 772, 256]
- zodiac-prediction-text: ନୂଆ ଯୋଜନା ଆରମ୍ଭ କରିବା ପାଇଁ ଦିନଟି ଶୁଭ । ବନ୍ଧୁଙ୍କ ସହଯୋଗରେ କାର୍ଯ୍ୟ ସମ୍ପନ୍ନ ହେବ । ଆୟ ବୃଦ୍ଧି ହେବ । ପରିବାରରେ ଉତ୍ସବର ବାତାବରଣ ରହିବ । ଶରୀର ପ୍ରତି ଧ୍ୟାନ ଦିଅନ୍ତୁ । ଶୁଭ ରଙ୍ଗ- ଆକାଶୀ, ଶୁଭ ସଂଖ୍ୟା- ୧୧ ।: [776, 869, 938, 905]
- listing-item: ● ବିରଜା ମନ୍ଦିର ପରିସରରେ ବିଶେଷ ପୂଜାର୍ଚ୍ଚନା, ସ୍ଥାନ: ଯାଜପୁର, ସମୟ: ସକାଳ ୬ଟା ।: [466, 111, 570, 138]
- horoscope-item: [712, 569, 938, 641]
- scales-icon: [712, 583, 774, 631]
- city-listing-block: [352, 88, 456, 203]
- masthead: [0, 0, 945, 59]
- listings-column-3: [238, 88, 342, 345]
- horoscope-separator: [712, 332, 938, 341]
- masthead-divider: [259, 30, 887, 31]
- zodiac-sign-box: [712, 269, 772, 331]
- continuation-section: [578, 1060, 700, 1166]
- zodiac-prediction-text: ବିଭିନ୍ନ ଯୋଜନା ଓ ପ୍ରତିଶ୍ରୁତି ମଧ୍ୟରେ ଭାରସାମ୍ୟ ରଖିବାକୁ ପଡ଼ିପାରେ । ଅର୍ଥନୈତିକ ସ୍ଥିତି ଦୃଢ଼ ହେବ । କର୍ମକ୍ଷେତ୍ରରେ ସହକର୍ମୀଙ୍କ ସହଯୋଗ ମିଳିବ । ସ୍ୱାସ୍ଥ୍ୟ ପ୍ରତି ଯତ୍ନବାନ ରହିବା ଆବଶ୍ୟକ । ଆଇନଗତ ବିଷୟରେ ସାବଧାନତା ଅବଲମ୍ବନ କରନ୍ତୁ । ଶୁଭ ରଙ୍ଗ- ଧଳା, ଶୁଭ ସଂଖ୍ୟା- ୬ ।: [776, 194, 938, 239]
- zodiac-prediction-text: ସାମାଜିକ ସ୍ତରରେ ଶ୍ରଦ୍ଧାପାତ୍ର ବ୍ୟକ୍ତିଙ୍କ ଭେଟ ହେବ । ଗୁରୁଜନଙ୍କ ଆଶୀର୍ବାଦ ମିଳିବ । କାର୍ଯ୍ୟାଳୟରେ ଆପଣଙ୍କ ପରିଶ୍ରମର ମୂଲ୍ୟାୟନ ହେବ । ଆର୍ଥିକ ଅବସ୍ଥା ମଜଭୁତ ହେବ । କ୍ରୋଧ ଉପରେ ନିୟନ୍ତ୍ରଣ ରଖିବା ଆବଶ୍ୟକ । ଶୁଭ ରଙ୍ଗ- ନୀଳ, ଶୁଭ ସଂଖ୍ୟା- ୫ ।: [776, 494, 938, 539]
- scorpion-icon: [712, 658, 774, 706]
- zodiac-prediction-text: ଯେଉଁ କାର୍ଯ୍ୟ ହାତକୁ ନେବେ ତାହା ସଫଳ ହେବ । ଧନଲାଭର ଯୋଗ ଅଛି । ପରିବାରରେ ଆନନ୍ଦମୟ ବାତାବରଣ ରହିବ । ବିବାହ ସମ୍ବନ୍ଧୀୟ ଆଲୋଚନା ଅଗ୍ରଗତି କରିବ । ସ୍ୱାସ୍ଥ୍ୟର ଯତ୍ନ ନିଅନ୍ତୁ । ଶୁଭ ରଙ୍ଗ- ଗୋଲାପୀ, ଶୁଭ ସଂଖ୍ୟା- ୭ ।: [776, 569, 938, 605]
